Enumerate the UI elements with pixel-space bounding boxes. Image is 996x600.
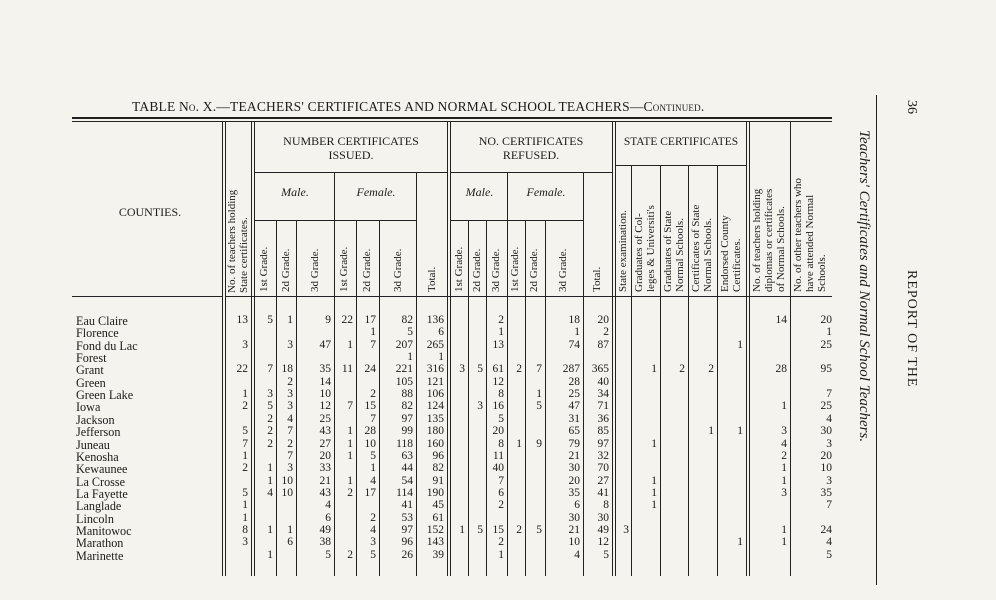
table-cell: 2 bbox=[370, 511, 376, 524]
table-cell: 3 bbox=[826, 474, 832, 487]
table-cell: 22 bbox=[236, 363, 248, 376]
table-cell: 12 bbox=[597, 536, 609, 549]
table-cell: 1 bbox=[781, 474, 787, 487]
table-cell: 1 bbox=[287, 314, 293, 326]
table-cell: 1 bbox=[267, 462, 273, 475]
table-cell: 2 bbox=[287, 437, 293, 450]
table-cell: 2 bbox=[267, 412, 273, 425]
table-cell: 3 bbox=[623, 523, 629, 536]
table-cell: 3 bbox=[781, 425, 787, 438]
county-name: Green Lake bbox=[76, 388, 134, 403]
table-cell: 3 bbox=[459, 363, 465, 376]
table-cell: 2 bbox=[708, 363, 714, 376]
county-name: Kewaunee bbox=[76, 462, 128, 477]
table-cell: 2 bbox=[267, 437, 273, 450]
table-cell: 3 bbox=[477, 400, 483, 413]
table-cell: 5 bbox=[536, 523, 542, 536]
table-cell: 2 bbox=[347, 486, 353, 499]
table-cell: 3 bbox=[287, 388, 293, 401]
table-cell: 96 bbox=[401, 536, 413, 549]
table-cell: 30 bbox=[597, 511, 609, 524]
table-cell: 40 bbox=[597, 375, 609, 388]
table-cell: 36 bbox=[597, 412, 609, 425]
table-cell: 5 bbox=[603, 548, 609, 561]
county-name: Jefferson bbox=[76, 425, 121, 440]
table-cell: 44 bbox=[401, 462, 413, 475]
grad-normal-header: Graduates of State Normal Schools. bbox=[662, 210, 686, 292]
table-cell: 1 bbox=[781, 536, 787, 549]
table-cell: 6 bbox=[287, 536, 293, 549]
table-cell: 61 bbox=[432, 511, 444, 524]
table-cell: 74 bbox=[568, 338, 580, 351]
table-cell: 47 bbox=[568, 400, 580, 413]
table-cell: 10 bbox=[281, 486, 293, 499]
table-cell: 1 bbox=[267, 523, 273, 536]
table-cell: 9 bbox=[536, 437, 542, 450]
table-cell: 8 bbox=[498, 388, 504, 401]
table-cell: 2 bbox=[347, 548, 353, 561]
table-cell: 1 bbox=[267, 474, 273, 487]
table-cell: 4 bbox=[826, 412, 832, 425]
table-cell: 1 bbox=[287, 523, 293, 536]
table-cell: 5 bbox=[370, 548, 376, 561]
table-cell: 30 bbox=[820, 425, 832, 438]
county-name: Kenosha bbox=[76, 449, 119, 464]
county-name: Lincoln bbox=[76, 511, 114, 526]
table-cell: 4 bbox=[574, 548, 580, 561]
table-cell: 2 bbox=[679, 363, 685, 376]
table-cell: 5 bbox=[536, 400, 542, 413]
table-cell: 24 bbox=[820, 523, 832, 536]
table-cell: 31 bbox=[568, 412, 580, 425]
table-cell: 316 bbox=[426, 363, 444, 376]
table-cell: 13 bbox=[236, 314, 248, 326]
table-cell: 63 bbox=[401, 449, 413, 462]
table-cell: 1 bbox=[370, 326, 376, 339]
table-cell: 20 bbox=[319, 449, 331, 462]
male-header: Male. bbox=[281, 185, 309, 199]
table-cell: 7 bbox=[826, 388, 832, 401]
table-cell: 1 bbox=[459, 523, 465, 536]
table-cell: 79 bbox=[568, 437, 580, 450]
table-cell: 7 bbox=[370, 338, 376, 351]
female-refused-header: Female. bbox=[526, 185, 566, 199]
table-cell: 15 bbox=[364, 400, 376, 413]
table-cell: 1 bbox=[516, 437, 522, 450]
table-cell: 13 bbox=[492, 338, 504, 351]
table-cell: 1 bbox=[498, 548, 504, 561]
table-cell: 5 bbox=[370, 449, 376, 462]
table-cell: 18 bbox=[281, 363, 293, 376]
table-cell: 221 bbox=[395, 363, 413, 376]
table-cell: 5 bbox=[498, 412, 504, 425]
table-cell: 20 bbox=[597, 314, 609, 326]
state-holding-header: No. of teachers holding State certificates. bbox=[226, 189, 250, 293]
county-name: La Fayette bbox=[76, 486, 128, 501]
table-cell: 39 bbox=[432, 548, 444, 561]
table-cell: 97 bbox=[597, 437, 609, 450]
table-cell: 17 bbox=[364, 486, 376, 499]
table-cell: 7 bbox=[287, 449, 293, 462]
table-cell: 105 bbox=[395, 375, 413, 388]
table-cell: 82 bbox=[401, 314, 413, 326]
table-cell: 35 bbox=[319, 363, 331, 376]
table-cell: 7 bbox=[242, 437, 248, 450]
table-cell: 207 bbox=[395, 338, 413, 351]
r-third-grade-male-header: 3d Grade. bbox=[490, 248, 502, 292]
county-name: Iowa bbox=[76, 400, 101, 415]
table-cell: 91 bbox=[432, 474, 444, 487]
table-cell: 2 bbox=[242, 462, 248, 475]
table-cell: 1 bbox=[347, 338, 353, 351]
third-grade-male-header: 3d Grade. bbox=[309, 248, 321, 292]
table-cell: 11 bbox=[341, 363, 353, 376]
first-grade-male-header: 1st Grade. bbox=[258, 246, 270, 292]
table-cell: 99 bbox=[401, 425, 413, 438]
county-name: Marinette bbox=[76, 548, 124, 563]
cert-normal-header: Certificates of State Normal Schools. bbox=[690, 204, 714, 292]
table-cell: 1 bbox=[536, 388, 542, 401]
table-cell: 45 bbox=[432, 499, 444, 512]
table-cell: 2 bbox=[498, 314, 504, 326]
table-cell: 11 bbox=[492, 449, 504, 462]
table-cell: 20 bbox=[568, 474, 580, 487]
table-cell: 1 bbox=[407, 351, 413, 364]
table-cell: 5 bbox=[477, 363, 483, 376]
table-cell: 95 bbox=[820, 363, 832, 376]
table-cell: 3 bbox=[242, 536, 248, 549]
table-cell: 1 bbox=[347, 449, 353, 462]
table-cell: 152 bbox=[426, 523, 444, 536]
table-cell: 41 bbox=[597, 486, 609, 499]
table-cell: 7 bbox=[347, 400, 353, 413]
table-cell: 15 bbox=[492, 523, 504, 536]
table-cell: 30 bbox=[568, 511, 580, 524]
table-cell: 43 bbox=[319, 425, 331, 438]
county-name: La Crosse bbox=[76, 474, 126, 489]
r-third-grade-female-header: 3d Grade. bbox=[557, 248, 569, 292]
table-cell: 2 bbox=[498, 499, 504, 512]
state-cert-group-header: STATE CERTIFICATES bbox=[623, 136, 739, 148]
table-cell: 135 bbox=[426, 412, 444, 425]
table-cell: 2 bbox=[781, 449, 787, 462]
table-cell: 6 bbox=[498, 486, 504, 499]
table-cell: 1 bbox=[781, 523, 787, 536]
table-cell: 1 bbox=[498, 326, 504, 339]
table-cell: 3 bbox=[287, 462, 293, 475]
table-cell: 14 bbox=[775, 314, 787, 326]
running-head: REPORT OF THE bbox=[904, 270, 919, 388]
table-cell: 1 bbox=[242, 511, 248, 524]
table-cell: 40 bbox=[492, 462, 504, 475]
table-cell: 5 bbox=[242, 486, 248, 499]
table-cell: 5 bbox=[267, 400, 273, 413]
side-title: Teachers' Certificates and Normal School Teachers. bbox=[856, 130, 872, 443]
table-cell: 1 bbox=[737, 425, 743, 438]
county-name: Fond du Lac bbox=[76, 338, 138, 353]
table-cell: 85 bbox=[597, 425, 609, 438]
table-cell: 118 bbox=[396, 437, 413, 450]
table-cell: 2 bbox=[242, 400, 248, 413]
county-name: Jackson bbox=[76, 412, 115, 427]
table-cell: 82 bbox=[401, 400, 413, 413]
table-cell: 1 bbox=[708, 425, 714, 438]
table-cell: 18 bbox=[568, 314, 580, 326]
table-cell: 28 bbox=[364, 425, 376, 438]
table-cell: 3 bbox=[267, 388, 273, 401]
table-cell: 8 bbox=[603, 499, 609, 512]
table-cell: 41 bbox=[401, 499, 413, 512]
table-cell: 1 bbox=[370, 462, 376, 475]
table-cell: 143 bbox=[426, 536, 444, 549]
state-exam-header: State examination. bbox=[617, 210, 629, 292]
total-issued-header: Total. bbox=[426, 266, 438, 292]
table-cell: 4 bbox=[781, 437, 787, 450]
table-cell: 1 bbox=[651, 486, 657, 499]
table-cell: 38 bbox=[319, 536, 331, 549]
table-cell: 2 bbox=[498, 536, 504, 549]
table-cell: 87 bbox=[597, 338, 609, 351]
table-cell: 3 bbox=[287, 400, 293, 413]
table-cell: 1 bbox=[438, 351, 444, 364]
table-cell: 10 bbox=[364, 437, 376, 450]
table-cell: 5 bbox=[325, 548, 331, 561]
table-cell: 7 bbox=[826, 499, 832, 512]
page-number: 36 bbox=[904, 100, 919, 114]
table-cell: 14 bbox=[319, 375, 331, 388]
table-cell: 106 bbox=[426, 388, 444, 401]
table-cell: 1 bbox=[737, 338, 743, 351]
table-cell: 49 bbox=[319, 523, 331, 536]
table-cell: 3 bbox=[242, 338, 248, 351]
counties-header: COUNTIES. bbox=[118, 205, 182, 219]
table-cell: 25 bbox=[568, 388, 580, 401]
table-cell: 16 bbox=[492, 400, 504, 413]
refused-group-header: NO. CERTIFICATES REFUSED. bbox=[478, 134, 584, 162]
table-cell: 27 bbox=[597, 474, 609, 487]
table-cell: 12 bbox=[492, 375, 504, 388]
table-cell: 265 bbox=[426, 338, 444, 351]
table-cell: 7 bbox=[370, 412, 376, 425]
r-second-grade-male-header: 2d Grade. bbox=[471, 248, 483, 292]
table-cell: 1 bbox=[347, 474, 353, 487]
table-cell: 82 bbox=[432, 462, 444, 475]
table-cell: 5 bbox=[826, 548, 832, 561]
table-cell: 1 bbox=[574, 326, 580, 339]
table-cell: 180 bbox=[426, 425, 444, 438]
male-refused-header: Male. bbox=[465, 185, 494, 199]
table-cell: 3 bbox=[781, 486, 787, 499]
table-cell: 1 bbox=[737, 536, 743, 549]
table-cell: 1 bbox=[347, 437, 353, 450]
table-cell: 17 bbox=[364, 314, 376, 326]
table-cell: 33 bbox=[319, 462, 331, 475]
table-cell: 43 bbox=[319, 486, 331, 499]
table-cell: 5 bbox=[407, 326, 413, 339]
table-cell: 3 bbox=[287, 338, 293, 351]
table-cell: 28 bbox=[775, 363, 787, 376]
table-cell: 12 bbox=[319, 400, 331, 413]
table-cell: 5 bbox=[267, 314, 273, 326]
table-cell: 35 bbox=[568, 486, 580, 499]
table-cell: 10 bbox=[568, 536, 580, 549]
table-cell: 25 bbox=[820, 400, 832, 413]
table-cell: 7 bbox=[498, 474, 504, 487]
table-cell: 365 bbox=[591, 363, 609, 376]
county-name: Green bbox=[76, 375, 106, 390]
r-second-grade-female-header: 2d Grade. bbox=[528, 248, 540, 292]
table-cell: 32 bbox=[597, 449, 609, 462]
table-cell: 124 bbox=[426, 400, 444, 413]
table-cell: 4 bbox=[826, 536, 832, 549]
table-cell: 3 bbox=[826, 437, 832, 450]
table-cell: 8 bbox=[498, 437, 504, 450]
table-cell: 4 bbox=[370, 523, 376, 536]
county-name: Manitowoc bbox=[76, 523, 132, 538]
table-cell: 65 bbox=[568, 425, 580, 438]
table-cell: 47 bbox=[319, 338, 331, 351]
table-cell: 10 bbox=[319, 388, 331, 401]
endorsed-header: Endorsed County Certificates. bbox=[719, 215, 743, 292]
r-first-grade-male-header: 1st Grade. bbox=[453, 246, 465, 292]
table-cell: 97 bbox=[401, 523, 413, 536]
table-cell: 24 bbox=[364, 363, 376, 376]
table-cell: 1 bbox=[242, 388, 248, 401]
table-cell: 1 bbox=[651, 363, 657, 376]
table-cell: 26 bbox=[401, 548, 413, 561]
table-cell: 5 bbox=[242, 425, 248, 438]
table-cell: 21 bbox=[568, 523, 580, 536]
issued-group-header: NUMBER CERTIFICATES ISSUED. bbox=[283, 134, 419, 162]
r-total-header: Total. bbox=[591, 266, 603, 292]
table-cell: 4 bbox=[287, 412, 293, 425]
county-name: Florence bbox=[76, 326, 119, 341]
county-name: Juneau bbox=[76, 437, 110, 452]
table-cell: 1 bbox=[781, 462, 787, 475]
table-cell: 96 bbox=[432, 449, 444, 462]
table-cell: 21 bbox=[568, 449, 580, 462]
table-cell: 9 bbox=[325, 314, 331, 326]
table-cell: 25 bbox=[319, 412, 331, 425]
table-cell: 121 bbox=[426, 375, 444, 388]
table-cell: 2 bbox=[287, 375, 293, 388]
table-cell: 21 bbox=[319, 474, 331, 487]
county-name: Marathon bbox=[76, 536, 124, 551]
table-cell: 114 bbox=[396, 486, 413, 499]
table-cell: 190 bbox=[426, 486, 444, 499]
county-name: Langlade bbox=[76, 499, 122, 514]
table-cell: 1 bbox=[242, 449, 248, 462]
table-cell: 10 bbox=[820, 462, 832, 475]
table-cell: 35 bbox=[820, 486, 832, 499]
table-title: TABLE No. X.—TEACHERS' CERTIFICATES AND NORMAL SCHOOL TEACHERS—Continued. bbox=[132, 99, 705, 114]
table-cell: 70 bbox=[597, 462, 609, 475]
table-cell: 20 bbox=[820, 449, 832, 462]
grad-colleges-header: Graduates of Col- leges & Universiti's bbox=[633, 205, 657, 292]
table-cell: 7 bbox=[267, 363, 273, 376]
diplomas-header: No. of teachers holding diplomas or certificates of Normal Schools. bbox=[751, 188, 787, 292]
table-cell: 53 bbox=[401, 511, 413, 524]
table-cell: 22 bbox=[341, 314, 353, 326]
county-name: Forest bbox=[76, 351, 107, 366]
table-cell: 4 bbox=[267, 486, 273, 499]
table-cell: 2 bbox=[267, 425, 273, 438]
table-cell: 20 bbox=[492, 425, 504, 438]
table-cell: 1 bbox=[826, 326, 832, 339]
table-cell: 28 bbox=[568, 375, 580, 388]
female-header: Female. bbox=[356, 185, 396, 199]
table-cell: 54 bbox=[401, 474, 413, 487]
table-cell: 4 bbox=[370, 474, 376, 487]
table-cell: 49 bbox=[597, 523, 609, 536]
table-cell: 1 bbox=[242, 499, 248, 512]
table-cell: 1 bbox=[267, 548, 273, 561]
table-cell: 3 bbox=[370, 536, 376, 549]
table-cell: 287 bbox=[562, 363, 580, 376]
county-name: Eau Claire bbox=[76, 314, 128, 328]
table-cell: 136 bbox=[426, 314, 444, 326]
county-name: Grant bbox=[76, 363, 104, 378]
third-grade-female-header: 3d Grade. bbox=[392, 248, 404, 292]
table-cell: 30 bbox=[568, 462, 580, 475]
second-grade-male-header: 2d Grade. bbox=[280, 248, 292, 292]
table-cell: 6 bbox=[438, 326, 444, 339]
table-cell: 2 bbox=[516, 363, 522, 376]
table-cell: 2 bbox=[370, 388, 376, 401]
table-cell: 97 bbox=[401, 412, 413, 425]
table-cell: 2 bbox=[603, 326, 609, 339]
other-normal-header: No. of other teachers who have attended Normal Schools. bbox=[792, 178, 828, 292]
table-cell: 1 bbox=[651, 499, 657, 512]
table-cell: 1 bbox=[651, 474, 657, 487]
table-cell: 8 bbox=[242, 523, 248, 536]
first-grade-female-header: 1st Grade. bbox=[338, 246, 350, 292]
table-cell: 1 bbox=[781, 400, 787, 413]
table-cell: 27 bbox=[319, 437, 331, 450]
table-cell: 1 bbox=[651, 437, 657, 450]
table-cell: 2 bbox=[516, 523, 522, 536]
table-cell: 7 bbox=[287, 425, 293, 438]
table-cell: 6 bbox=[325, 511, 331, 524]
table-cell: 160 bbox=[426, 437, 444, 450]
second-grade-female-header: 2d Grade. bbox=[361, 248, 373, 292]
table-cell: 61 bbox=[492, 363, 504, 376]
table-cell: 88 bbox=[401, 388, 413, 401]
table-cell: 1 bbox=[347, 425, 353, 438]
table-cell: 10 bbox=[281, 474, 293, 487]
r-first-grade-female-header: 1st Grade. bbox=[509, 246, 521, 292]
table-cell: 6 bbox=[574, 499, 580, 512]
table-cell: 34 bbox=[597, 388, 609, 401]
table-cell: 7 bbox=[536, 363, 542, 376]
table-cell: 71 bbox=[597, 400, 609, 413]
table-cell: 25 bbox=[820, 338, 832, 351]
table-cell: 4 bbox=[325, 499, 331, 512]
table-cell: 20 bbox=[820, 314, 832, 326]
table-cell: 5 bbox=[477, 523, 483, 536]
